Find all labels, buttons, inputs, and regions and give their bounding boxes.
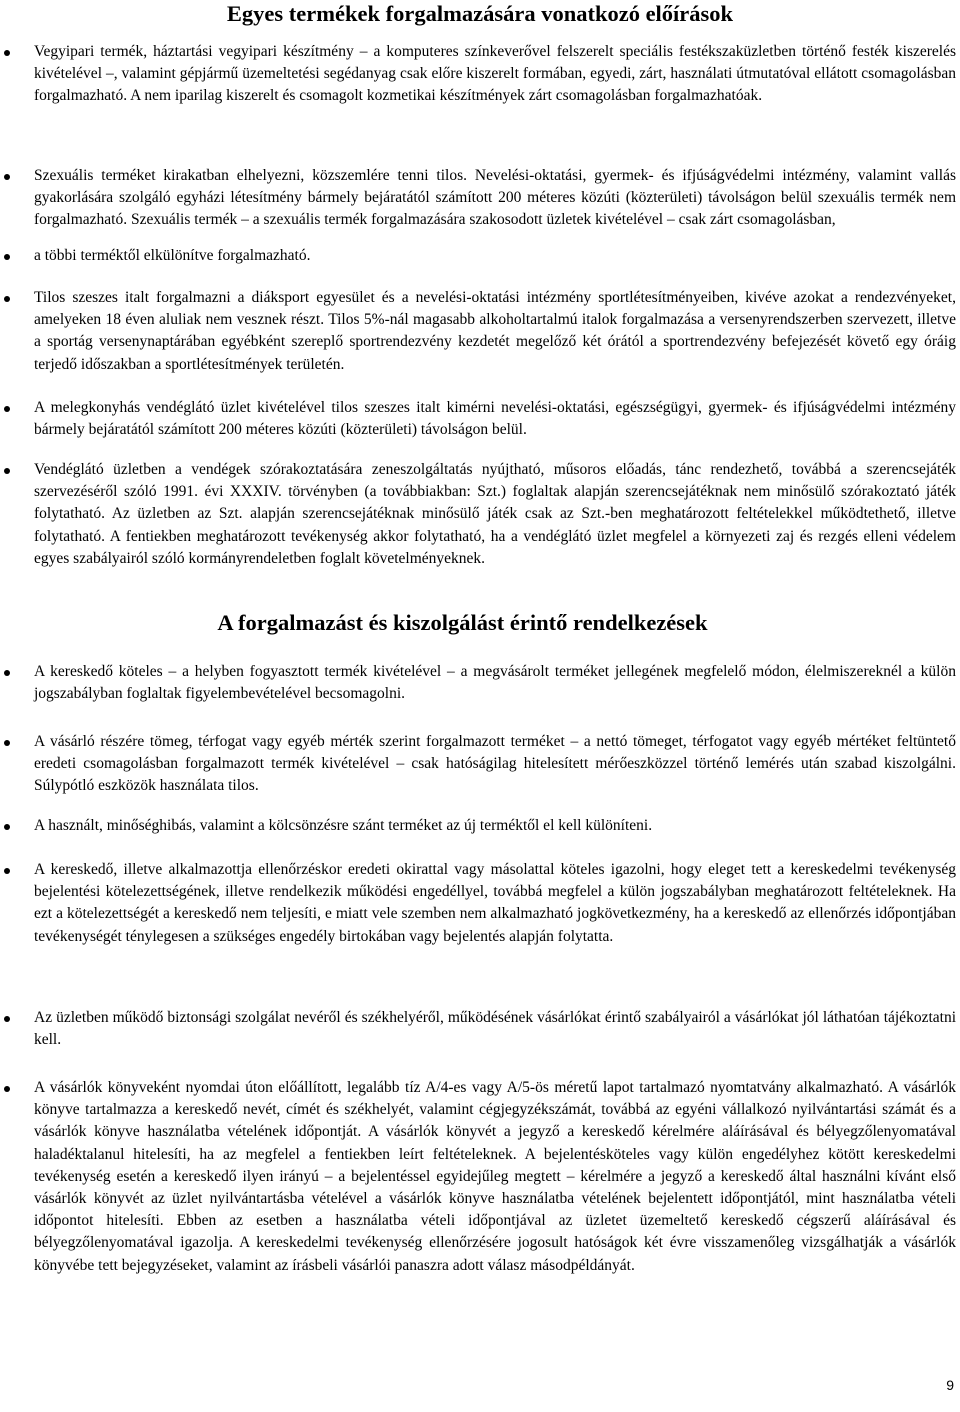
paragraph: Vendéglátó üzletben a vendégek szórakoztatására zeneszolgáltatás nyújtható, műsoros előadás, tánc rendezhető, továbbá a szerencsejáték szervezéséről szóló 1991. évi XXXIV. törvényben (a továbbiakban: Szt.) foglaltak alapján szerencsejátéknak nem minősülő szórakoztató játék folytatható. Az üzletben az Szt. alapján szerencsejátéknak minősülő játék csak az Szt.-ben meghatározott feltételekkel működtethető, illetve folytatható. A fentiekben meghatározott tevékenység akkor folytatható, ha a vendéglátó üzlet megfelel a környezeti zaj és rezgés elleni védelem egyes szabályairól szóló kormányrendeletben foglalt követelményeknek. xyxy=(34,461,956,567)
bullet-icon xyxy=(4,50,10,56)
bullet-icon xyxy=(4,868,10,874)
bullet-icon xyxy=(4,670,10,676)
bullet-icon xyxy=(4,174,10,180)
bullet-icon xyxy=(4,740,10,746)
paragraph: A kereskedő köteles – a helyben fogyasztott termék kivételével – a megvásárolt terméket jellegének megfelelő módon, élelmiszereknél a külön jogszabályban foglaltak figyelembevételével becsomagolni. xyxy=(34,663,956,703)
bullet-icon xyxy=(4,1016,10,1022)
bullet-icon xyxy=(4,1086,10,1092)
paragraph: Vegyipari termék, háztartási vegyipari készítmény – a komputeres színkeverővel felszerelt speciális festékszaküzletben történő festék kiszerelés kivételével –, valamint gépjármű üzemeltetési segédanyag csak előre kiszerelt formában, egyedi, zárt, használati útmutatóval ellátott csomagolásban forgalmazható. A nem iparilag kiszerelt és csomagolt kozmetikai készítmények zárt csomagolásban forgalmazhatóak. xyxy=(34,43,956,105)
paragraph: A vásárlók könyveként nyomdai úton előállított, legalább tíz A/4-es vagy A/5-ös méretű lapot tartalmazó nyomtatvány alkalmazható. A vásárlók könyve tartalmazza a kereskedő nevét, címét és székhelyét, valamint cégjegyzékszámát, továbbá az egyéni vállalkozó nyilvántartási számát és a vásárlók könyve használatba vételének időpontját. A vásárlók könyvét a jegyző a kereskedő kérelmére aláírásával és bélyegzőlenyomatával haladéktalanul hitelesíti, ha az megfelel a fentiekben leírt feltételeknek. A bejelentésköteles vagy külön engedélyhez kötött kereskedelmi tevékenység esetén a kereskedő ilyen irányú – a bejelentéssel egyidejűleg megtett – kérelmére a jegyző a kereskedő által használni kívánt első vásárlók könyvét az üzlet nyilvántartásba vételével a vásárlók könyve használatba vételének bejelentett időpontjától, mint használatba vételi időpontot hitelesíti. Ebben az esetben a használatba vételi időpontjával az üzletet üzemeltető kereskedő cégszerű aláírásával és bélyegzőlenyomatával igazolja. A kereskedelmi tevékenység ellenőrzésére jogosult hatóságok két évre visszamenőleg vizsgálhatják a vásárlók könyvébe tett bejegyzéseket, valamint az írásbeli vásárlói panaszra adott válasz másodpéldányát. xyxy=(34,1079,956,1274)
paragraph: Az üzletben működő biztonsági szolgálat nevéről és székhelyéről, működésének vásárlókat érintő szabályairól a vásárlókat jól láthatóan tájékoztatni kell. xyxy=(34,1009,956,1049)
bullet-icon xyxy=(4,254,10,260)
section-title: A forgalmazást és kiszolgálást érintő rendelkezések xyxy=(217,610,708,635)
paragraph: A melegkonyhás vendéglátó üzlet kivételével tilos szeszes italt kimérni nevelési-oktatási, egészségügyi, gyermek- és ifjúságvédelmi intézmény bármely bejáratától számított 200 méteres közúti (közterületi) távolságon belül. xyxy=(34,399,956,439)
paragraph: Szexuális terméket kirakatban elhelyezni, közszemlére tenni tilos. Nevelési-oktatási, gyermek- és ifjúságvédelmi intézmény, valamint vallás gyakorlására szolgáló egyházi létesítmény bármely bejáratától számított 200 méteres közúti (közterületi) távolságon belül szexuális termék nem forgalmazható. Szexuális termék – a szexuális termék forgalmazására szakosodott üzletek kivételével – csak zárt csomagolásban, xyxy=(34,167,956,229)
paragraph: Tilos szeszes italt forgalmazni a diáksport egyesület és a nevelési-oktatási intézmény sportlétesítményeiben, kivéve azokat a rendezvényeket, amelyeken 18 éven aluliak nem vesznek részt. Tilos 5%-nál magasabb alkoholtartalmú italok forgalmazása a versenyrendszerben szervezett, illetve a sportág versenynaptárában egyébként szereplő sportrendezvény kezdetét megelőző két órától a sportrendezvény befejezését követő egy óráig terjedő időszakban a sportlétesítmények területén. xyxy=(34,289,956,373)
paragraph: A használt, minőséghibás, valamint a kölcsönzésre szánt terméket az új terméktől el kell különíteni. xyxy=(34,817,653,834)
bullet-icon xyxy=(4,296,10,302)
page-title: Egyes termékek forgalmazására vonatkozó előírások xyxy=(226,1,734,26)
paragraph: a többi terméktől elkülönítve forgalmazható. xyxy=(34,247,311,264)
paragraph: A vásárló részére tömeg, térfogat vagy egyéb mérték szerint forgalmazott terméket – a nettó tömeget, térfogatot vagy egyéb mértéket feltüntető eredeti csomagolásban forgalmazott termék kivételével – csak hatóságilag hitelesített mérőeszközzel történő lemérés után szabad kiszolgálni. Súlypótló eszközök használata tilos. xyxy=(34,733,956,795)
paragraph: A kereskedő, illetve alkalmazottja ellenőrzéskor eredeti okirattal vagy másolattal köteles igazolni, hogy eleget tett a kereskedelmi tevékenység bejelentési kötelezettségének, illetve rendelkezik működési engedéllyel, továbbá megfelel a külön jogszabályban meghatározott feltételeknek. Ha ezt a kötelezettségét a kereskedő nem teljesíti, e miatt vele szemben nem alkalmazható jogkövetkezmény, ha a kereskedő az ellenőrzés időpontjában tevékenységét ténylegesen a szükséges engedély birtokában vagy bejelentés alapján folytatta. xyxy=(34,861,956,945)
bullet-icon xyxy=(4,824,10,830)
bullet-icon xyxy=(4,468,10,474)
page-number: 9 xyxy=(946,1377,954,1393)
bullet-icon xyxy=(4,406,10,412)
